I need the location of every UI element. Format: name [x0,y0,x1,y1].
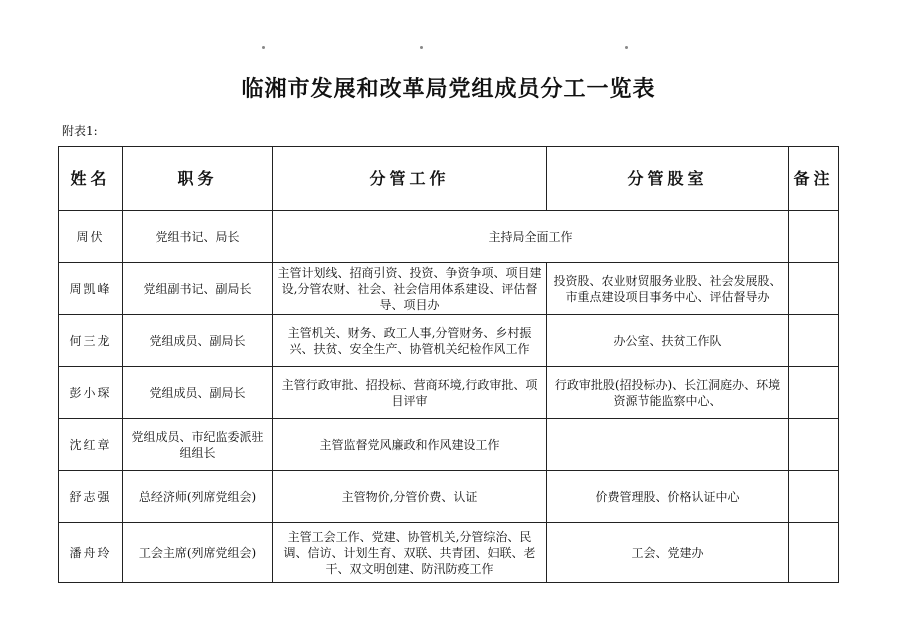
cell-notes [789,367,839,419]
cell-name: 彭小琛 [59,367,123,419]
table-row [59,263,839,315]
cell-name: 周伏 [59,211,123,263]
cell-departments: 办公室、扶贫工作队 [547,315,789,367]
table-row [59,471,839,523]
cell-name: 周凯峰 [59,263,123,315]
cell-name: 舒志强 [59,471,123,523]
cell-departments [547,419,789,471]
cell-notes [789,315,839,367]
cell-position: 总经济师(列席党组会) [123,471,273,523]
table-row [59,523,839,583]
cell-duties: 主管监督党风廉政和作风建设工作 [273,419,547,471]
cell-position: 工会主席(列席党组会) [123,523,273,583]
annex-label: 附表1: [62,124,98,138]
cell-duties: 主管工会工作、党建、协管机关,分管综治、民调、信访、计划生育、双联、共青团、妇联、老干、双文明创建、防汛防疫工作 [273,523,547,583]
cell-departments: 行政审批股(招投标办)、长江洞庭办、环境资源节能监察中心、 [547,367,789,419]
table-row [59,315,839,367]
cell-name: 何三龙 [59,315,123,367]
cell-notes [789,263,839,315]
assignment-table [58,146,839,583]
cell-position: 党组成员、副局长 [123,315,273,367]
cell-position: 党组成员、副局长 [123,367,273,419]
cell-duties: 主管机关、财务、政工人事,分管财务、乡村振兴、扶贫、安全生产、协管机关纪检作风工作 [273,315,547,367]
cell-position: 党组副书记、副局长 [123,263,273,315]
cell-position: 党组成员、市纪监委派驻组组长 [123,419,273,471]
cell-duties: 主管计划线、招商引资、投资、争资争项、项目建设,分管农财、社会、社会信用体系建设、评估督导、项目办 [273,263,547,315]
table-row [59,211,839,263]
cell-notes [789,211,839,263]
header-name: 姓名 [59,147,123,211]
table-header-row [59,147,839,211]
scan-mark [262,46,265,49]
header-departments: 分管股室 [547,147,789,211]
table-row [59,419,839,471]
table-row [59,367,839,419]
cell-notes [789,471,839,523]
cell-duties: 主持局全面工作 [273,211,789,263]
cell-departments: 价费管理股、价格认证中心 [547,471,789,523]
page-title: 临湘市发展和改革局党组成员分工一览表 [241,77,656,102]
cell-departments: 投资股、农业财贸服务业股、社会发展股、市重点建设项目事务中心、评估督导办 [547,263,789,315]
cell-name: 潘舟玲 [59,523,123,583]
header-notes: 备注 [789,147,839,211]
scan-mark [420,46,423,49]
cell-duties: 主管物价,分管价费、认证 [273,471,547,523]
cell-notes [789,419,839,471]
scan-mark [625,46,628,49]
header-position: 职务 [123,147,273,211]
cell-notes [789,523,839,583]
cell-name: 沈红章 [59,419,123,471]
cell-position: 党组书记、局长 [123,211,273,263]
cell-departments: 工会、党建办 [547,523,789,583]
header-duties: 分管工作 [273,147,547,211]
cell-duties: 主管行政审批、招投标、营商环境,行政审批、项目评审 [273,367,547,419]
